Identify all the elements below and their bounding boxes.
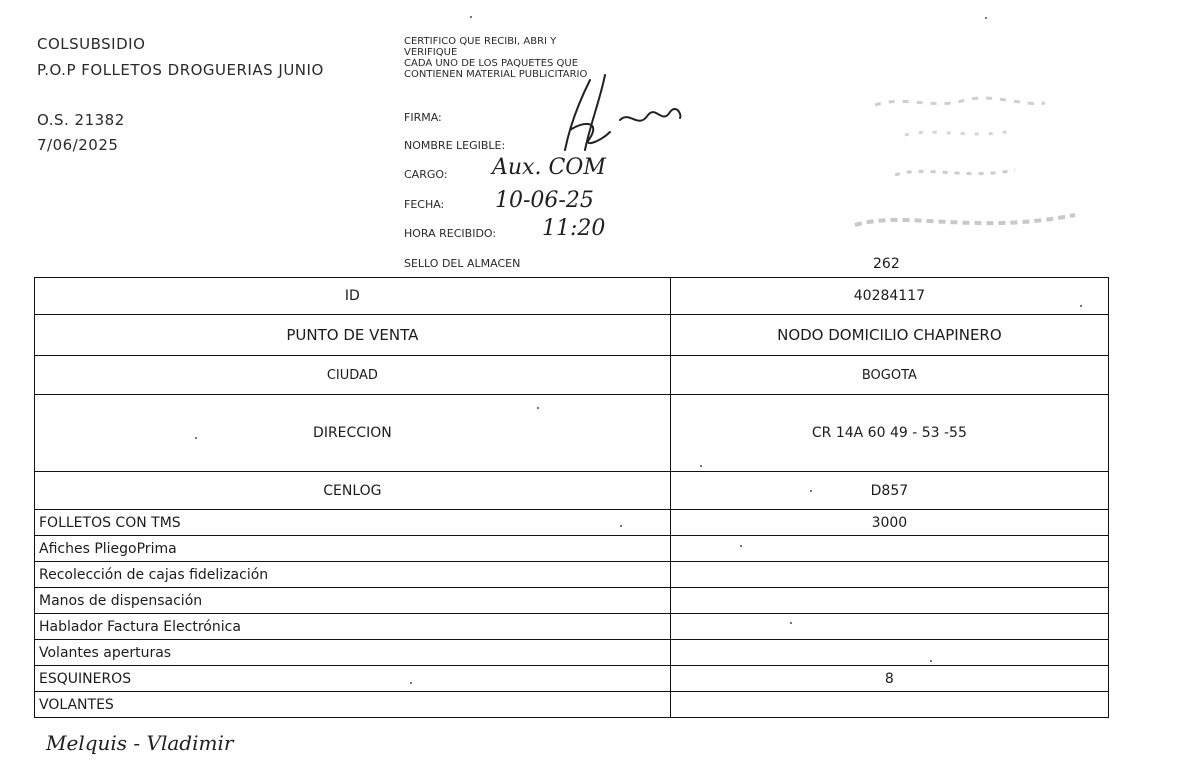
item-label: Recolección de cajas fidelización xyxy=(35,562,671,588)
table-row xyxy=(35,472,1109,510)
handwritten-receiver-name: Melquis - Vladimir xyxy=(46,731,234,755)
item-qty: 3000 xyxy=(670,510,1108,536)
item-qty xyxy=(670,640,1108,666)
table-row xyxy=(35,395,1109,472)
sello-label: SELLO DEL ALMACEN xyxy=(404,257,521,270)
item-label: FOLLETOS CON TMS xyxy=(35,510,671,536)
item-qty xyxy=(670,562,1108,588)
table-row xyxy=(35,510,1109,536)
item-qty xyxy=(670,692,1108,718)
table-row xyxy=(35,588,1109,614)
nombre-label: NOMBRE LEGIBLE: xyxy=(404,139,506,152)
item-label: VOLANTES xyxy=(35,692,671,718)
delivery-table xyxy=(34,277,1109,718)
direccion-value: CR 14A 60 49 - 53 -55 xyxy=(670,395,1108,472)
punto-venta-label: PUNTO DE VENTA xyxy=(35,315,671,356)
item-label: Manos de dispensación xyxy=(35,588,671,614)
direccion-label: DIRECCION xyxy=(35,395,671,472)
cargo-label: CARGO: xyxy=(404,168,448,181)
table-row xyxy=(35,666,1109,692)
item-label: ESQUINEROS xyxy=(35,666,671,692)
table-row xyxy=(35,536,1109,562)
table-row xyxy=(35,614,1109,640)
punto-venta-value: NODO DOMICILIO CHAPINERO xyxy=(670,315,1108,356)
order-number: O.S. 21382 xyxy=(37,111,125,129)
item-qty xyxy=(670,588,1108,614)
handwritten-signature xyxy=(530,70,690,160)
order-date: 7/06/2025 xyxy=(37,136,119,154)
campaign-title: P.O.P FOLLETOS DROGUERIAS JUNIO xyxy=(37,61,324,79)
id-value: 40284117 xyxy=(670,278,1108,315)
handwritten-hora: 11:20 xyxy=(542,216,606,241)
faded-store-stamp xyxy=(845,85,1085,250)
id-label: ID xyxy=(35,278,671,315)
ciudad-label: CIUDAD xyxy=(35,356,671,395)
item-qty xyxy=(670,536,1108,562)
hora-label: HORA RECIBIDO: xyxy=(404,227,497,240)
item-label: Afiches PliegoPrima xyxy=(35,536,671,562)
table-row xyxy=(35,315,1109,356)
table-row xyxy=(35,692,1109,718)
cenlog-label: CENLOG xyxy=(35,472,671,510)
table-row xyxy=(35,278,1109,315)
company-name: COLSUBSIDIO xyxy=(37,35,146,53)
table-row xyxy=(35,562,1109,588)
cenlog-value: D857 xyxy=(670,472,1108,510)
item-qty xyxy=(670,614,1108,640)
item-qty: 8 xyxy=(670,666,1108,692)
certification-text: CERTIFICO QUE RECIBI, ABRI Y VERIFIQUE CADA UNO DE LOS PAQUETES QUE CONTIENEN MATERIAL PUBLICITARIO xyxy=(404,36,588,80)
item-label: Hablador Factura Electrónica xyxy=(35,614,671,640)
handwritten-fecha: 10-06-25 xyxy=(495,188,594,213)
ciudad-value: BOGOTA xyxy=(670,356,1108,395)
handwritten-cargo: Aux. COM xyxy=(492,155,606,180)
stamp-number: 262 xyxy=(873,256,900,272)
item-label: Volantes aperturas xyxy=(35,640,671,666)
fecha-label: FECHA: xyxy=(404,198,445,211)
table-row xyxy=(35,356,1109,395)
table-row xyxy=(35,640,1109,666)
firma-label: FIRMA: xyxy=(404,111,442,124)
